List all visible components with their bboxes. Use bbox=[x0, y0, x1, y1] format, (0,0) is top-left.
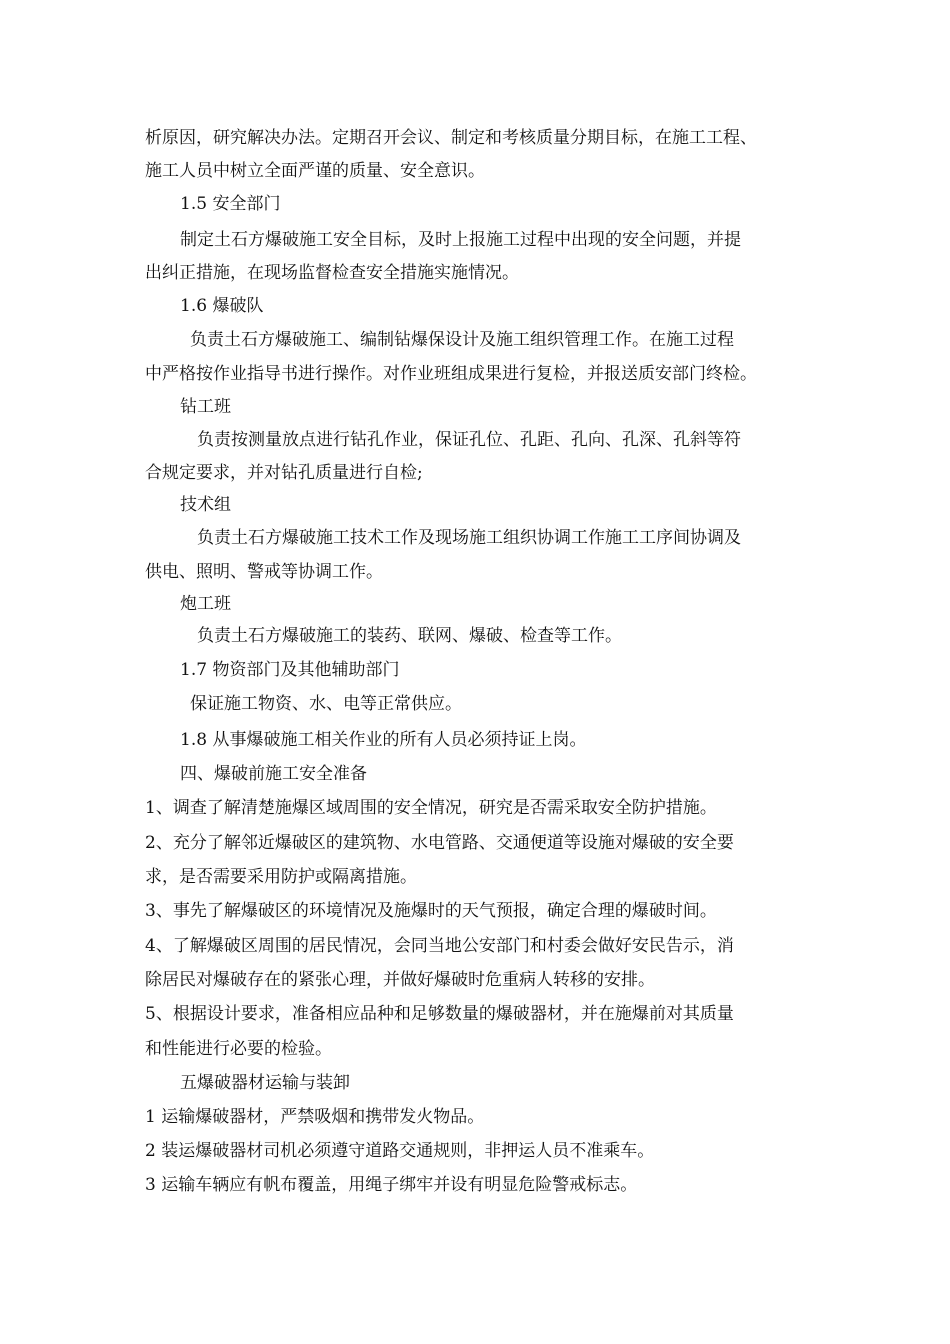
section-heading: 炮工班 bbox=[180, 594, 231, 614]
list-item-continuation: 除居民对爆破存在的紧张心理，并做好爆破时危重病人转移的安排。 bbox=[145, 970, 655, 990]
list-item: 3、事先了解爆破区的环境情况及施爆时的天气预报，确定合理的爆破时间。 bbox=[145, 901, 717, 921]
paragraph-line: 制定土石方爆破施工安全目标，及时上报施工过程中出现的安全问题，并提 bbox=[180, 230, 741, 250]
list-item: 2 装运爆破器材司机必须遵守道路交通规则，非押运人员不准乘车。 bbox=[145, 1141, 655, 1161]
list-item: 2、充分了解邻近爆破区的建筑物、水电管路、交通便道等设施对爆破的安全要 bbox=[145, 833, 734, 853]
paragraph-line: 合规定要求，并对钻孔质量进行自检; bbox=[145, 463, 423, 483]
list-item: 5、根据设计要求，准备相应品种和足够数量的爆破器材，并在施爆前对其质量 bbox=[145, 1004, 734, 1024]
section-heading: 钻工班 bbox=[180, 397, 231, 417]
paragraph-line: 负责土石方爆破施工的装药、联网、爆破、检查等工作。 bbox=[197, 626, 622, 646]
paragraph-line: 析原因，研究解决办法。定期召开会议、制定和考核质量分期目标，在施工工程、 bbox=[145, 128, 757, 148]
paragraph-line: 出纠正措施，在现场监督检查安全措施实施情况。 bbox=[145, 263, 519, 283]
section-heading: 1.6 爆破队 bbox=[180, 296, 264, 316]
section-heading: 技术组 bbox=[180, 495, 231, 515]
section-heading: 四、爆破前施工安全准备 bbox=[180, 764, 367, 784]
list-item-continuation: 和性能进行必要的检验。 bbox=[145, 1039, 332, 1059]
list-item: 4、了解爆破区周围的居民情况，会同当地公安部门和村委会做好安民告示，消 bbox=[145, 936, 734, 956]
section-heading: 五爆破器材运输与装卸 bbox=[180, 1073, 350, 1093]
list-item: 3 运输车辆应有帆布覆盖，用绳子绑牢并设有明显危险警戒标志。 bbox=[145, 1175, 638, 1195]
paragraph-line: 保证施工物资、水、电等正常供应。 bbox=[190, 694, 462, 714]
paragraph-line: 负责土石方爆破施工、编制钻爆保设计及施工组织管理工作。在施工过程 bbox=[190, 330, 734, 350]
section-heading: 1.5 安全部门 bbox=[180, 194, 281, 214]
list-item-continuation: 求，是否需要采用防护或隔离措施。 bbox=[145, 867, 417, 887]
paragraph-line: 负责按测量放点进行钻孔作业，保证孔位、孔距、孔向、孔深、孔斜等符 bbox=[197, 430, 741, 450]
paragraph-line: 负责土石方爆破施工技术工作及现场施工组织协调工作施工工序间协调及 bbox=[197, 528, 741, 548]
paragraph-line: 施工人员中树立全面严谨的质量、安全意识。 bbox=[145, 161, 485, 181]
paragraph-line: 1.8 从事爆破施工相关作业的所有人员必须持证上岗。 bbox=[180, 730, 587, 750]
list-item: 1、调查了解清楚施爆区域周围的安全情况，研究是否需采取安全防护措施。 bbox=[145, 798, 717, 818]
section-heading: 1.7 物资部门及其他辅助部门 bbox=[180, 660, 400, 680]
list-item: 1 运输爆破器材，严禁吸烟和携带发火物品。 bbox=[145, 1107, 485, 1127]
paragraph-line: 供电、照明、警戒等协调工作。 bbox=[145, 562, 383, 582]
paragraph-line: 中严格按作业指导书进行操作。对作业班组成果进行复检，并报送质安部门终检。 bbox=[145, 364, 757, 384]
